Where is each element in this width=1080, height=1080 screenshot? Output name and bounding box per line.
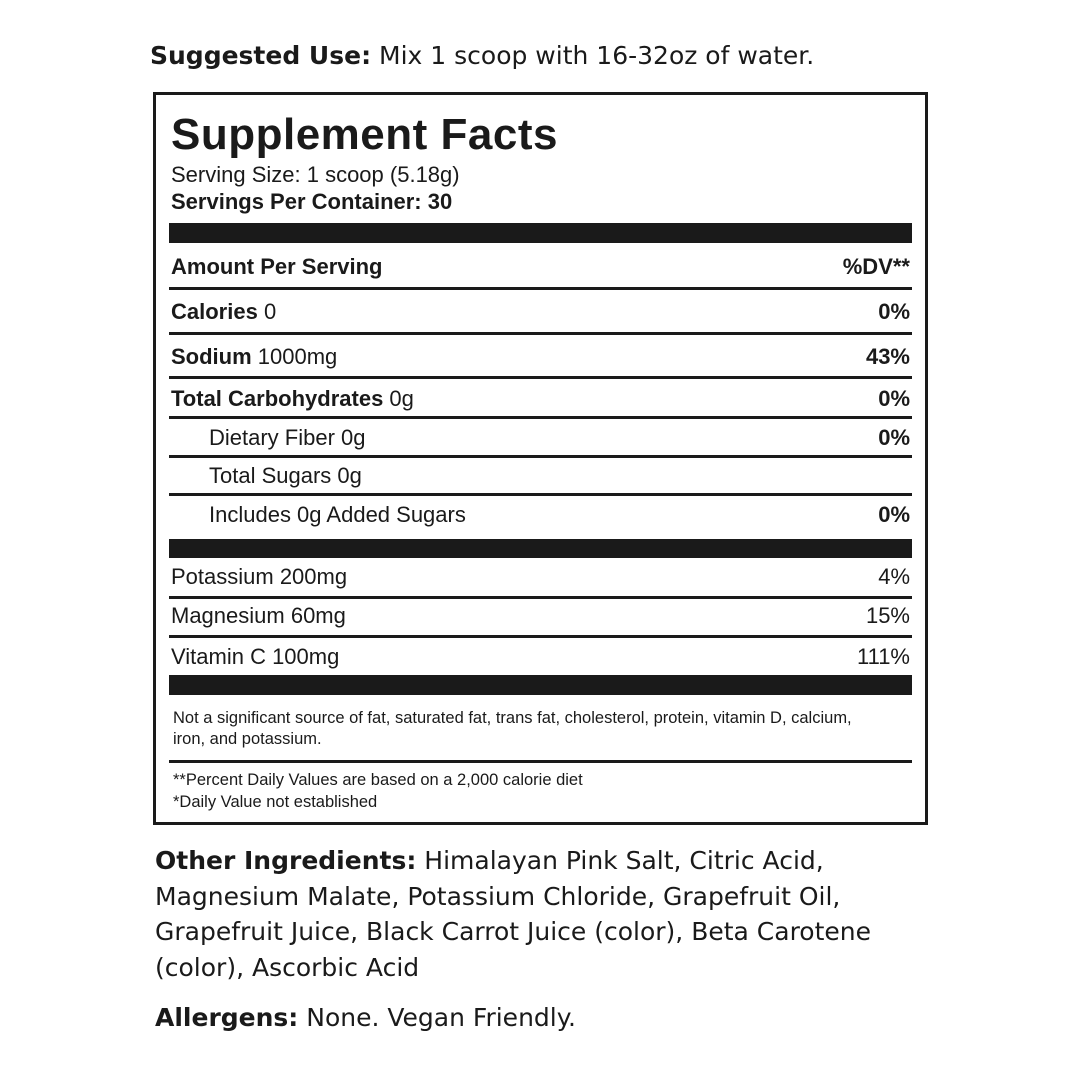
nutrient-dv: 0% <box>878 386 910 411</box>
nutrient-name: Total Carbohydrates <box>171 386 384 411</box>
nutrient-row-sugars <box>171 460 910 492</box>
dv-header: %DV** <box>842 254 910 279</box>
divider <box>169 416 912 419</box>
suggested-use <box>150 38 814 74</box>
mineral-row-vitamin-c <box>171 641 910 673</box>
nutrient-dv: 0% <box>878 299 910 324</box>
divider <box>169 635 912 638</box>
not-significant-statement: Not a significant source of fat, saturated fat, trans fat, cholesterol, protein, vitamin D, calcium, iron, and potassium. <box>173 709 852 748</box>
thick-divider-bottom <box>169 675 912 695</box>
allergens-text: None. Vegan Friendly. <box>298 1003 576 1032</box>
nutrient-name: Dietary Fiber 0g <box>209 425 366 450</box>
nutrient-name: Total Sugars 0g <box>209 463 362 488</box>
nutrient-name: Sodium <box>171 344 252 369</box>
mineral-row-magnesium <box>171 600 910 632</box>
thick-divider-top <box>169 223 912 243</box>
nutrient-row-fiber <box>171 422 910 454</box>
allergens-label: Allergens: <box>155 1003 299 1032</box>
footnote-dv-not-established: *Daily Value not established <box>173 793 378 811</box>
mineral-dv: 15% <box>865 603 910 628</box>
mineral-name: Potassium 200mg <box>171 564 348 589</box>
nutrient-amount: 1000mg <box>251 344 338 369</box>
nutrient-row-calories <box>171 296 910 328</box>
serving-size: Serving Size: 1 scoop (5.18g) <box>171 162 460 187</box>
divider <box>169 760 912 763</box>
other-ingredients-label: Other Ingredients: <box>155 846 417 875</box>
divider <box>169 455 912 458</box>
servings-per-container: Servings Per Container: 30 <box>171 189 453 214</box>
nutrient-amount: 0 <box>257 299 277 324</box>
mineral-name: Magnesium 60mg <box>171 603 346 628</box>
suggested-use-label: Suggested Use: <box>150 41 372 70</box>
nutrient-row-sodium <box>171 341 910 373</box>
nutrient-dv: 43% <box>865 344 910 369</box>
mineral-dv: 111% <box>856 644 910 669</box>
divider <box>169 493 912 496</box>
divider <box>169 376 912 379</box>
thick-divider-middle <box>169 539 912 558</box>
amount-per-serving-row <box>171 251 910 283</box>
nutrient-row-added-sugars <box>171 499 910 531</box>
allergens <box>155 1000 576 1036</box>
divider <box>169 287 912 290</box>
amount-per-serving-label: Amount Per Serving <box>171 254 383 279</box>
panel-title: Supplement Facts <box>171 110 558 159</box>
nutrient-dv: 0% <box>878 502 910 527</box>
nutrient-dv: 0% <box>878 425 910 450</box>
suggested-use-text: Mix 1 scoop with 16-32oz of water. <box>371 41 815 70</box>
footnote-percent-dv: **Percent Daily Values are based on a 2,000 calorie diet <box>173 771 583 789</box>
other-ingredients <box>155 843 915 985</box>
mineral-row-potassium <box>171 561 910 593</box>
nutrient-row-carbohydrates <box>171 383 910 415</box>
divider <box>169 596 912 599</box>
nutrient-name: Calories <box>171 299 258 324</box>
mineral-name: Vitamin C 100mg <box>171 644 340 669</box>
nutrient-name: Includes 0g Added Sugars <box>209 502 466 527</box>
divider <box>169 332 912 335</box>
other-ingredients-text: Himalayan Pink Salt, Citric Acid, Magnesium Malate, Potassium Chloride, Grapefruit Oil, Grapefruit Juice, Black Carrot Juice (color), Beta Carotene (color), Ascorbic Acid <box>155 846 872 982</box>
mineral-dv: 4% <box>878 564 910 589</box>
supplement-facts-panel <box>153 92 928 825</box>
nutrient-amount: 0g <box>383 386 414 411</box>
